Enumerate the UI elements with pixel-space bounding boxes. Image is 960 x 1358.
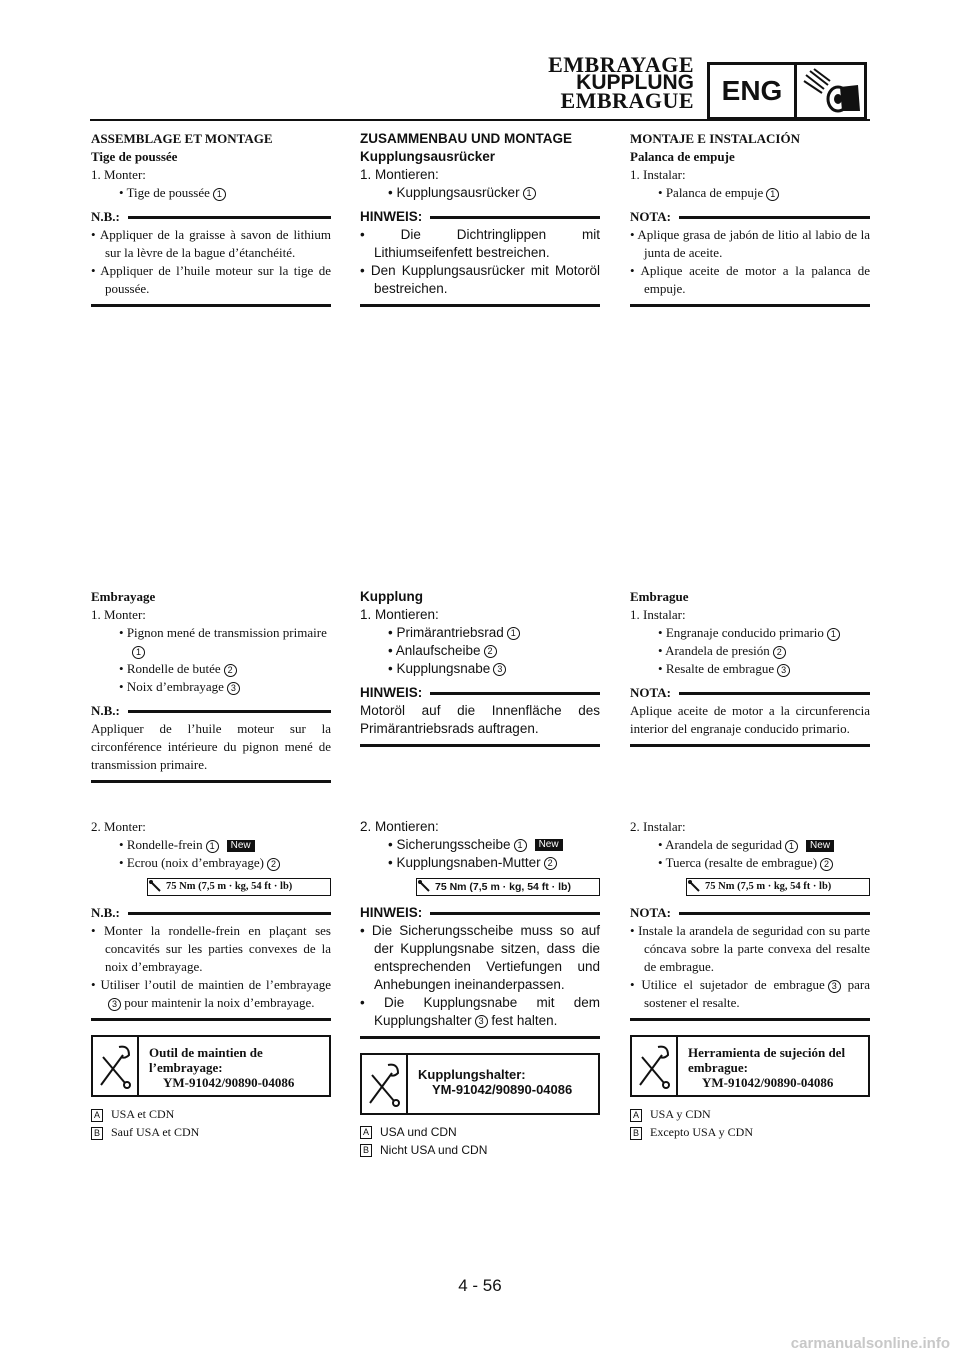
list-item: • Tige de poussée 1 [91, 184, 331, 202]
note-label: N.B.: [91, 905, 120, 920]
list-item: • Pignon mené de transmission primaire1 [119, 625, 327, 657]
list-item: • Engranaje conducido primario 1 [630, 624, 870, 642]
note: • Utilice el sujetador de embrague 3 para sostener el resalte. [630, 977, 870, 1010]
step: 2. Instalar: [630, 819, 686, 834]
note: • Die Dichtringlippen mit Lithiumseifenfett bestreichen. [360, 227, 600, 260]
subheading: Tige de poussée [91, 149, 178, 164]
es-section-3 [630, 818, 870, 1141]
list-item: • Noix d’embrayage 3 [91, 678, 331, 696]
de-section-2 [360, 588, 600, 747]
note-label: NOTA: [630, 685, 671, 700]
eng-badge [707, 62, 867, 120]
engine-icon [800, 67, 864, 115]
fr-section-1 [91, 130, 331, 307]
note: • Die Sicherungsscheibe muss so auf der Kupplungsnabe sitzen, dass die entsprechenden Vertiefungen und Anhebungen ineinanderpassen. [360, 923, 600, 992]
tool-name: Herramienta de sujeción del embrague: [688, 1045, 846, 1075]
step: 1. Montieren: [360, 167, 439, 182]
page-number: 4 - 56 [458, 1276, 502, 1295]
torque-spec: 75 Nm (7,5 m · kg, 54 ft · lb) [416, 878, 600, 896]
torque-wrench-icon [148, 879, 164, 895]
fr-section-3 [91, 818, 331, 1141]
note-label: HINWEIS: [360, 209, 423, 224]
fr-section-2 [91, 588, 331, 783]
tool-name: Outil de maintien de l’embrayage: [149, 1045, 263, 1075]
heading: ZUSAMMENBAU UND MONTAGE [360, 131, 572, 146]
tool-code: YM-91042/90890-04086 [163, 1075, 295, 1090]
header-rule [90, 119, 870, 121]
note: • Aplique grasa de jabón de litio al labio de la junta de aceite. [630, 227, 870, 260]
eng-badge-label: ENG [721, 75, 783, 106]
step: 2. Monter: [91, 819, 146, 834]
note: • Die Kupplungsnabe mit dem Kupplungshalter 3 fest halten. [360, 995, 600, 1028]
note-label: N.B.: [91, 703, 120, 718]
heading: Kupplung [360, 589, 423, 604]
tool-icon [362, 1055, 406, 1111]
note: Appliquer de l’huile moteur sur la circonférence intérieure du pignon mené de transmission primaire. [91, 721, 331, 772]
note-label: HINWEIS: [360, 685, 423, 700]
legend: A USA und CDN B Nicht USA und CDN [360, 1123, 600, 1159]
heading: ASSEMBLAGE ET MONTAGE [91, 131, 273, 146]
header-title-fr: EMBRAYAGE [548, 52, 694, 77]
special-tool-box [630, 1035, 870, 1097]
note: • Instale la arandela de seguridad con su parte cóncava sobre la parte convexa del resalte de embrague. [630, 923, 870, 974]
special-tool-box [91, 1035, 331, 1097]
step: 1. Monter: [91, 607, 146, 622]
list-item: • Palanca de empuje 1 [630, 184, 870, 202]
list-item: • Arandela de presión 2 [630, 642, 870, 660]
list-item: • Tuerca (resalte de embrague) 2 [630, 854, 870, 872]
note: Aplique aceite de motor a la circunferencia interior del engranaje conducido primario. [630, 703, 870, 736]
header-title-de: KUPPLUNG [576, 71, 694, 94]
step: 1. Instalar: [630, 167, 686, 182]
note: • Monter la rondelle-frein en plaçant ses concavités sur les parties convexes de la noix d’embrayage. [91, 923, 331, 974]
tool-icon [93, 1037, 137, 1093]
heading: Embrayage [91, 589, 156, 604]
note: • Appliquer de l’huile moteur sur la tige de poussée. [91, 263, 331, 296]
list-item: • Primärantriebsrad 1 [360, 624, 600, 642]
list-item: • Sicherungsscheibe 1 New [360, 836, 600, 854]
list-item: • Kupplungsausrücker 1 [360, 184, 600, 202]
list-item: • Rondelle-frein 1 New [91, 836, 331, 854]
note-label: HINWEIS: [360, 905, 423, 920]
note: • Appliquer de la graisse à savon de lithium sur la lèvre de la bague d’étanchéité. [91, 227, 331, 260]
list-item: • Kupplungsnabe 3 [360, 660, 600, 678]
note: • Den Kupplungsausrücker mit Motoröl bestreichen. [360, 263, 601, 296]
torque-wrench-icon [687, 879, 703, 895]
note: • Utiliser l’outil de maintien de l’embrayage3 pour maintenir la noix d’embrayage. [91, 977, 331, 1010]
step: 2. Montieren: [360, 819, 439, 834]
list-item: • Kupplungsnaben-Mutter 2 [360, 854, 600, 872]
note: Motoröl auf die Innenfläche des Primärantriebsrads auftragen. [360, 703, 600, 736]
tool-name: Kupplungshalter: [418, 1067, 526, 1082]
list-item: • Arandela de seguridad 1 New [630, 836, 870, 854]
header-title-es: EMBRAGUE [560, 88, 694, 113]
torque-spec: 75 Nm (7,5 m · kg, 54 ft · lb) [147, 878, 331, 896]
subheading: Palanca de empuje [630, 149, 735, 164]
list-item: • Resalte de embrague 3 [630, 660, 870, 678]
torque-spec: 75 Nm (7,5 m · kg, 54 ft · lb) [686, 878, 870, 896]
tool-code: YM-91042/90890-04086 [702, 1075, 834, 1090]
watermark: carmanualsonline.info [790, 1335, 950, 1352]
new-badge: New [227, 840, 255, 852]
de-section-1 [360, 130, 600, 307]
note-label: N.B.: [91, 209, 120, 224]
new-badge: New [806, 840, 834, 852]
de-section-3 [360, 818, 600, 1159]
note-label: NOTA: [630, 905, 671, 920]
list-item: • Anlaufscheibe 2 [360, 642, 600, 660]
note-label: NOTA: [630, 209, 671, 224]
tool-icon [632, 1037, 676, 1093]
heading: MONTAJE E INSTALACIÓN [630, 131, 800, 146]
legend: A USA y CDN B Excepto USA y CDN [630, 1105, 870, 1141]
subheading: Kupplungsausrücker [360, 149, 496, 164]
legend: A USA et CDN B Sauf USA et CDN [91, 1105, 331, 1141]
es-section-2 [630, 588, 870, 747]
list-item: • Rondelle de butée 2 [91, 660, 331, 678]
torque-wrench-icon [417, 879, 433, 895]
special-tool-box [360, 1053, 600, 1115]
es-section-1 [630, 130, 870, 307]
new-badge: New [535, 839, 563, 851]
step: 1. Monter: [91, 167, 146, 182]
step: 1. Montieren: [360, 607, 439, 622]
step: 1. Instalar: [630, 607, 686, 622]
note: • Aplique aceite de motor a la palanca de empuje. [630, 263, 870, 296]
list-item: • Ecrou (noix d’embrayage) 2 [91, 854, 331, 872]
heading: Embrague [630, 589, 689, 604]
tool-code: YM-91042/90890-04086 [432, 1082, 573, 1097]
